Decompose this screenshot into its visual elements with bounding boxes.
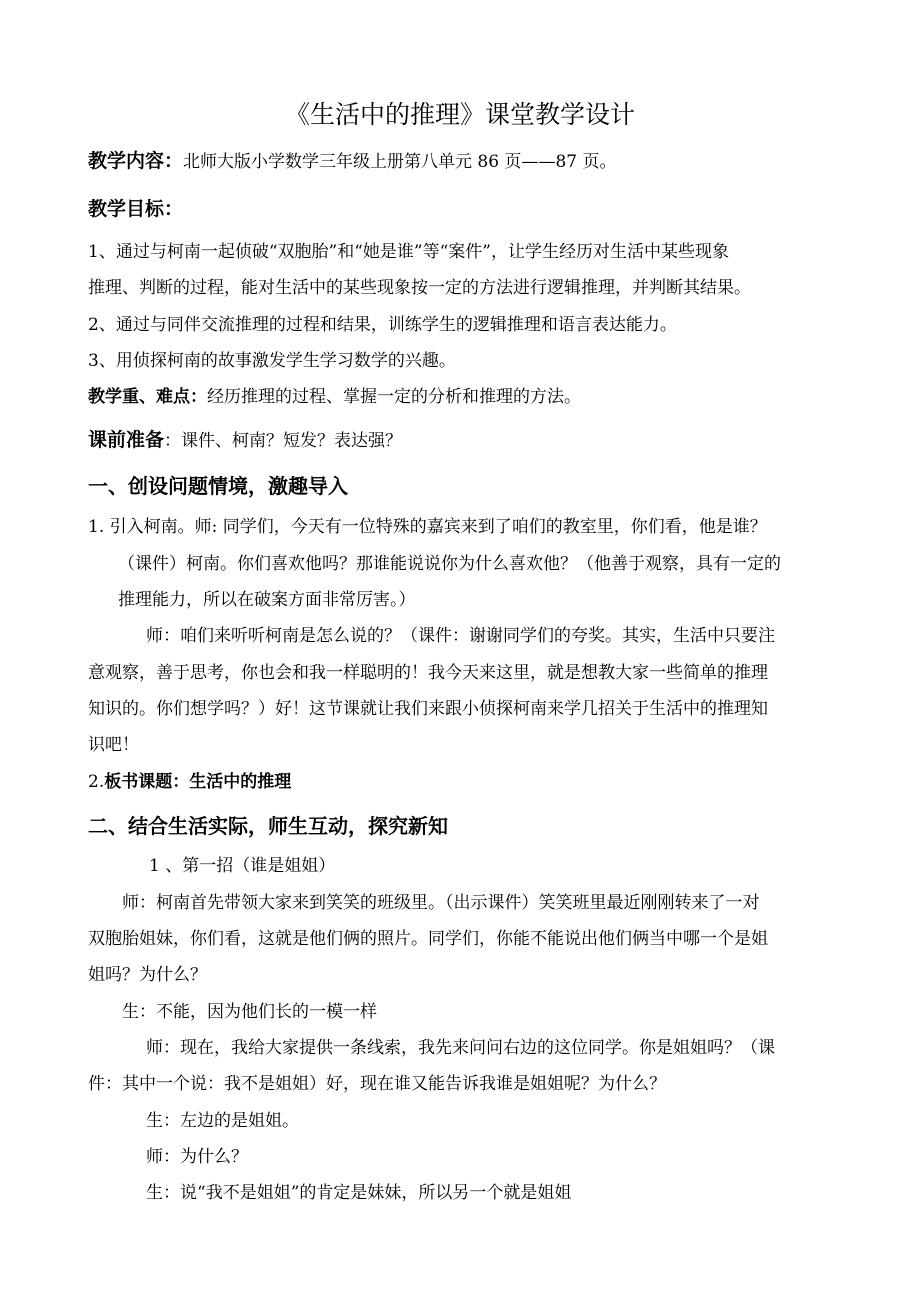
keypoints-label: 教学重、难点：	[88, 387, 207, 407]
teaching-content-label: 教学内容：	[88, 150, 184, 172]
section-1-para-2-line-2: 意观察，善于思考，你也会和我一样聪明的！我今天来这里，就是想教大家一些简单的推理	[88, 663, 768, 683]
section-1-item-2	[88, 770, 291, 794]
keypoints-line	[88, 385, 581, 409]
prep-line	[88, 428, 402, 453]
section-1-para-1-line-1: 1. 引入柯南。师: 同学们，今天有一位特殊的嘉宾来到了咱们的教室里，你们看，他是谁？	[88, 517, 767, 537]
objective-2: 2、通过与同伴交流推理的过程和结果，训练学生的逻辑推理和语言表达能力。	[88, 315, 677, 335]
objectives-heading	[88, 197, 183, 222]
document-title: 《生活中的推理》课堂教学设计	[284, 100, 635, 129]
section-2-teacher-1-line-1: 师：柯南首先带领大家来到笑笑的班级里。（出示课件）笑笑班里最近刚刚转来了一对	[122, 893, 760, 913]
objective-1-line-1: 1、通过与柯南一起侦破“双胞胎”和“她是谁”等“案件”，让学生经历对生活中某些现象	[88, 242, 729, 262]
prep-label: 课前准备	[88, 429, 165, 451]
objectives-label: 教学目标：	[88, 198, 184, 220]
section-2-student-2: 生：左边的是姐姐。	[146, 1111, 299, 1131]
section-1-para-2-line-4: 识吧！	[88, 735, 139, 755]
section-1-item-2-prefix: 2.	[88, 772, 105, 792]
section-2-teacher-2-line-1: 师：现在，我给大家提供一条线索，我先来问问右边的这位同学。你是姐姐吗？（课	[146, 1038, 775, 1058]
section-2-student-3: 生：说“我不是姐姐”的肯定是妹妹，所以另一个就是姐姐	[146, 1183, 572, 1203]
section-2-teacher-3: 师：为什么？	[146, 1147, 248, 1167]
section-2-teacher-2-line-2: 件：其中一个说：我不是姐姐）好，现在谁又能告诉我谁是姐姐呢？为什么？	[88, 1074, 666, 1094]
section-2-student-1: 生：不能，因为他们长的一模一样	[122, 1002, 377, 1022]
section-1-para-2-line-3: 知识的。你们想学吗？）好！这节课就让我们来跟小侦探柯南来学几招关于生活中的推理知	[88, 699, 768, 719]
teaching-content-line	[88, 149, 617, 174]
section-2-step-1: 1 、第一招（谁是姐姐）	[149, 856, 336, 876]
teaching-content-value: 北师大版小学数学三年级上册第八单元 86 页——87 页。	[183, 152, 617, 172]
section-2-teacher-1-line-2: 双胞胎姐妹，你们看，这就是他们俩的照片。同学们，你能不能说出他们俩当中哪一个是姐	[88, 929, 768, 949]
section-2-teacher-1-line-3: 姐吗？为什么？	[88, 965, 207, 985]
section-1-para-1-line-2: （课件）柯南。你们喜欢他吗？那谁能说说你为什么喜欢他？（他善于观察，具有一定的	[118, 554, 781, 574]
keypoints-value: 经历推理的过程、掌握一定的分析和推理的方法。	[207, 387, 581, 407]
objective-3: 3、用侦探柯南的故事激发学生学习数学的兴趣。	[88, 351, 456, 371]
section-1-para-1-line-3: 推理能力，所以在破案方面非常厉害。）	[118, 590, 416, 610]
objective-1-line-2: 推理、判断的过程，能对生活中的某些现象按一定的方法进行逻辑推理，并判断其结果。	[88, 278, 751, 298]
section-1-item-2-text: 板书课题：生活中的推理	[104, 772, 292, 792]
section-1-para-2-line-1: 师：咱们来听听柯南是怎么说的？（课件：谢谢同学们的夸奖。其实，生活中只要注	[146, 626, 775, 646]
prep-value: ：课件、柯南？短发？表达强？	[164, 431, 403, 451]
section-1-heading: 一、创设问题情境，激趣导入	[88, 474, 348, 498]
section-2-heading: 二、结合生活实际，师生互动，探究新知	[88, 814, 448, 838]
